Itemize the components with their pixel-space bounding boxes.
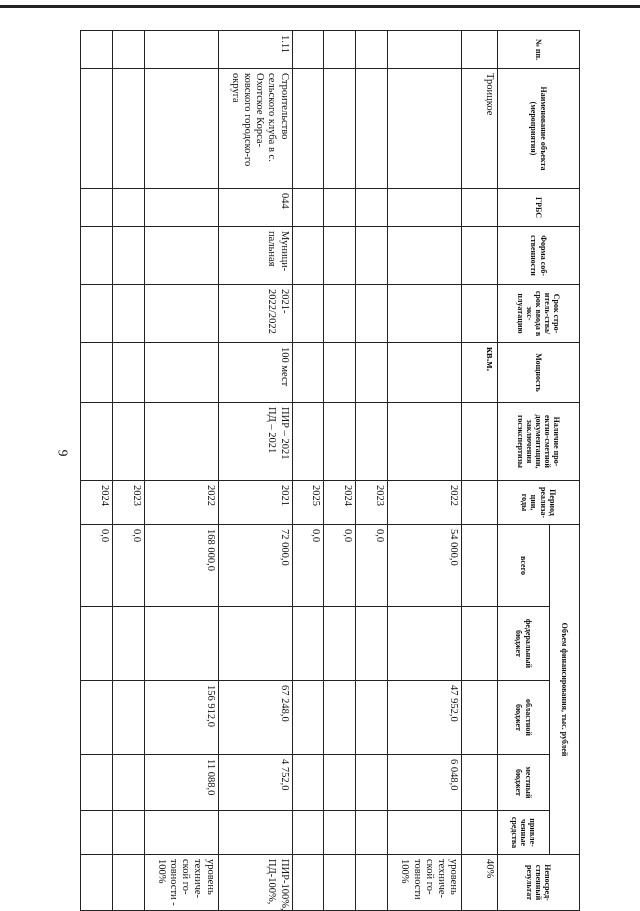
cell-num	[461, 31, 497, 69]
cell-grbs	[387, 189, 461, 227]
cell-period: 2023	[356, 481, 388, 525]
cell-local: 11 088,0	[144, 755, 218, 811]
header-funding-group: Объем финансирования, тыс. рублей	[550, 525, 580, 855]
cell-total: 0,0	[81, 525, 113, 607]
cell-docs	[292, 403, 324, 481]
cell-num	[356, 31, 388, 69]
cell-term	[356, 285, 388, 343]
header-power: Мощность	[498, 343, 580, 403]
cell-federal	[218, 607, 292, 681]
cell-result	[81, 855, 113, 911]
cell-result	[292, 855, 324, 911]
cell-local	[292, 755, 324, 811]
cell-num	[112, 31, 144, 69]
table-body	[81, 31, 498, 911]
table-row	[112, 31, 144, 911]
cell-period	[461, 481, 497, 525]
cell-form	[144, 227, 218, 285]
cell-power: 100 мест	[218, 343, 292, 403]
cell-regional	[292, 681, 324, 755]
cell-attracted	[112, 811, 144, 855]
cell-term: 2021-2022/2022	[218, 285, 292, 343]
cell-total: 72 000,0	[218, 525, 292, 607]
cell-docs	[356, 403, 388, 481]
cell-total: 0,0	[112, 525, 144, 607]
table-row	[356, 31, 388, 911]
cell-form	[292, 227, 324, 285]
cell-federal	[81, 607, 113, 681]
cell-attracted	[356, 811, 388, 855]
cell-num	[292, 31, 324, 69]
cell-total	[461, 525, 497, 607]
cell-total: 54 000,0	[387, 525, 461, 607]
header-result: Непосред-ственный результат	[498, 855, 580, 911]
cell-form	[461, 227, 497, 285]
cell-form	[324, 227, 356, 285]
cell-regional: 156 912,0	[144, 681, 218, 755]
cell-form	[387, 227, 461, 285]
cell-docs	[112, 403, 144, 481]
cell-grbs	[112, 189, 144, 227]
cell-attracted	[218, 811, 292, 855]
cell-period: 2022	[144, 481, 218, 525]
cell-total: 168 000,0	[144, 525, 218, 607]
header-attracted: привле-ченные средства	[498, 811, 550, 855]
cell-result: ПИР-100%, ПД-100%,	[218, 855, 292, 911]
cell-name	[112, 69, 144, 189]
table-row	[292, 31, 324, 911]
cell-num	[324, 31, 356, 69]
cell-num	[144, 31, 218, 69]
cell-regional	[324, 681, 356, 755]
cell-power	[81, 343, 113, 403]
cell-local: 6 048,0	[387, 755, 461, 811]
cell-name: Троицкое	[461, 69, 497, 189]
table-row	[324, 31, 356, 911]
cell-power	[292, 343, 324, 403]
table-row	[81, 31, 113, 911]
cell-result	[356, 855, 388, 911]
header-period: Период реализа-ции, годы	[498, 481, 580, 525]
cell-attracted	[387, 811, 461, 855]
cell-federal	[356, 607, 388, 681]
cell-regional: 67 248,0	[218, 681, 292, 755]
cell-grbs	[356, 189, 388, 227]
cell-result: уровень техниче-ской го-товности 100%	[387, 855, 461, 911]
cell-docs	[461, 403, 497, 481]
header-num: № пп.	[498, 31, 580, 69]
cell-grbs	[324, 189, 356, 227]
cell-result: 40%	[461, 855, 497, 911]
cell-docs	[324, 403, 356, 481]
cell-term	[112, 285, 144, 343]
cell-grbs	[144, 189, 218, 227]
cell-grbs	[292, 189, 324, 227]
table-row	[461, 31, 497, 911]
cell-num: 1.11	[218, 31, 292, 69]
cell-local	[324, 755, 356, 811]
table-row	[387, 31, 461, 911]
cell-name	[356, 69, 388, 189]
cell-result	[324, 855, 356, 911]
cell-attracted	[292, 811, 324, 855]
cell-grbs	[461, 189, 497, 227]
cell-result	[112, 855, 144, 911]
cell-total: 0,0	[356, 525, 388, 607]
cell-regional	[461, 681, 497, 755]
table-row	[144, 31, 218, 911]
cell-num	[81, 31, 113, 69]
table-wrapper	[80, 30, 580, 911]
cell-power: кв.м.	[461, 343, 497, 403]
header-term: Срок стро-итель-ства/срок ввода в экс-плуатацию	[498, 285, 580, 343]
cell-term	[292, 285, 324, 343]
cell-period: 2024	[81, 481, 113, 525]
funding-table	[80, 30, 580, 911]
cell-period: 2023	[112, 481, 144, 525]
cell-term	[144, 285, 218, 343]
cell-local	[81, 755, 113, 811]
cell-local	[356, 755, 388, 811]
header-docs: Наличие про-ектно-сметной документации, заключения госэкспертизы	[498, 403, 580, 481]
page-number: 9	[54, 449, 70, 457]
cell-federal	[112, 607, 144, 681]
cell-attracted	[461, 811, 497, 855]
cell-federal	[324, 607, 356, 681]
cell-federal	[144, 607, 218, 681]
cell-total: 0,0	[292, 525, 324, 607]
cell-power	[144, 343, 218, 403]
rotated-table-area	[80, 30, 580, 911]
cell-name	[387, 69, 461, 189]
cell-docs	[144, 403, 218, 481]
cell-local	[461, 755, 497, 811]
header-grbs: ГРБС	[498, 189, 580, 227]
cell-term	[461, 285, 497, 343]
cell-period: 2025	[292, 481, 324, 525]
cell-form: Муници-пальная	[218, 227, 292, 285]
cell-grbs: 044	[218, 189, 292, 227]
cell-name	[324, 69, 356, 189]
cell-local	[112, 755, 144, 811]
cell-period: 2022	[387, 481, 461, 525]
cell-regional	[112, 681, 144, 755]
cell-local: 4 752,0	[218, 755, 292, 811]
cell-federal	[387, 607, 461, 681]
cell-result: уровень техниче-ской го-товности - 100%	[144, 855, 218, 911]
cell-name	[292, 69, 324, 189]
cell-attracted	[81, 811, 113, 855]
cell-name	[81, 69, 113, 189]
cell-name	[144, 69, 218, 189]
cell-regional: 47 952,0	[387, 681, 461, 755]
header-name: Наименование объекта (мероприятия)	[498, 69, 580, 189]
cell-term	[324, 285, 356, 343]
cell-power	[356, 343, 388, 403]
cell-total: 0,0	[324, 525, 356, 607]
cell-grbs	[81, 189, 113, 227]
cell-period: 2024	[324, 481, 356, 525]
cell-power	[387, 343, 461, 403]
cell-attracted	[144, 811, 218, 855]
cell-power	[324, 343, 356, 403]
cell-docs	[81, 403, 113, 481]
cell-term	[387, 285, 461, 343]
cell-docs: ПИР – 2021 ПД – 2021	[218, 403, 292, 481]
table-row	[218, 31, 292, 911]
cell-federal	[461, 607, 497, 681]
cell-name: Строительство сельского клуба в с. Охотское Корса-ковского городско-го округа	[218, 69, 292, 189]
cell-form	[112, 227, 144, 285]
cell-regional	[81, 681, 113, 755]
top-rule	[0, 5, 640, 8]
cell-power	[112, 343, 144, 403]
cell-num	[387, 31, 461, 69]
cell-federal	[292, 607, 324, 681]
cell-term	[81, 285, 113, 343]
cell-form	[81, 227, 113, 285]
cell-docs	[387, 403, 461, 481]
cell-form	[356, 227, 388, 285]
header-local: местный бюджет	[498, 755, 550, 811]
cell-regional	[356, 681, 388, 755]
header-total: всего	[498, 525, 550, 607]
header-regional: областной бюджет	[498, 681, 550, 755]
cell-period: 2021	[218, 481, 292, 525]
cell-attracted	[324, 811, 356, 855]
header-federal: федеральный бюджет	[498, 607, 550, 681]
header-form: Форма соб-ственности	[498, 227, 580, 285]
